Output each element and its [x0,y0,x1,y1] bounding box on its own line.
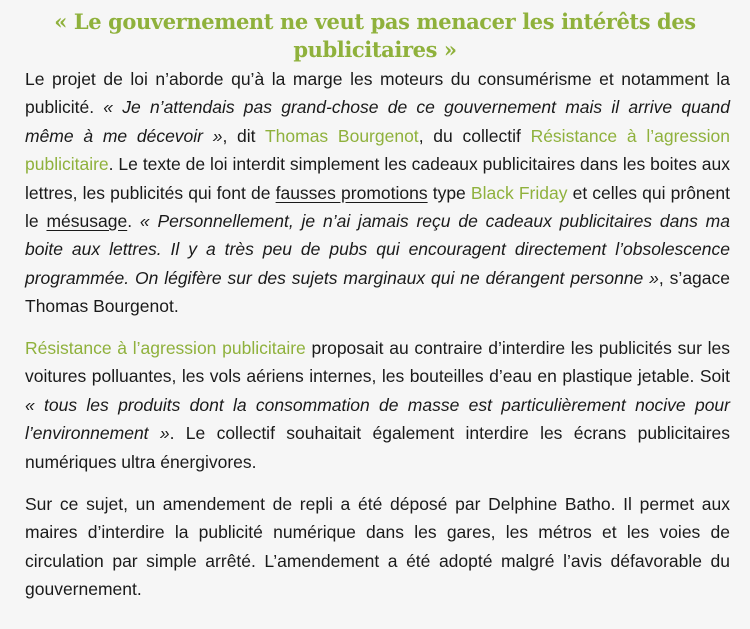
text-span: proposait au contraire d’interdire les publicités sur les voitures polluantes, les vols aériens internes, les bouteilles d’eau en plastique jetable. Soit [25,338,730,387]
text-span: Le projet de loi n’aborde qu’à la marge les moteurs du consumérisme et notamment la publicité. [25,69,730,118]
text-span: et celles qui prônent le [25,182,730,232]
link-resistance-agression-publicitaire[interactable]: Résistance à l’agression publicitaire [25,125,730,175]
quote-bourgenot-2: « Personnellement, je n’ai jamais reçu de cadeaux publicitaires dans ma boite aux lettres. Il y a très peu de pubs qui encouragent directement l’obsolescence programmée. On légifère sur des sujets marginaux qui ne dérangent personne » [25,211,730,288]
link-resistance-agression-publicitaire[interactable]: Résistance à l’agression publicitaire [25,338,306,358]
text-span: . [127,211,140,232]
paragraph-1 [25,65,730,321]
text-span: , du collectif [418,125,531,146]
quote-collective: « tous les produits dont la consommation de masse est particulièrement nocive pour l’environnement » [25,394,730,444]
text-span: type [427,182,471,203]
section-title-quote: « Le gouvernement ne veut pas menacer les intérêts des publicitaires » [54,9,696,62]
link-fausses-promotions[interactable]: fausses promotions [275,182,428,203]
paragraph-2 [25,334,730,476]
link-mesusage[interactable]: mésusage [46,211,128,232]
text-span: . Le texte de loi interdit simplement les cadeaux publicitaires dans les boites aux lettres, les publicités qui font de [25,154,730,203]
text-span: , s’agace Thomas Bourgenot. [25,267,730,317]
link-black-friday[interactable]: Black Friday [470,182,568,203]
paragraph-3: Sur ce sujet, un amendement de repli a été déposé par Delphine Batho. Il permet aux maires d’interdire la publicité numérique dans les gares, les métros et les voies de circulation par simple arrêté. L’amendement a été adopté malgré l’avis défavorable du gouvernement. [25,494,730,600]
quote-bourgenot-1: « Je n’attendais pas grand-chose de ce gouvernement mais il arrive quand même à me décevoir » [25,97,730,146]
text-span: , dit [222,125,265,146]
link-thomas-bourgenot[interactable]: Thomas Bourgenot [264,125,419,146]
text-span: . Le collectif souhaitait également interdire les écrans publicitaires numériques ultra énergivores. [25,423,731,472]
